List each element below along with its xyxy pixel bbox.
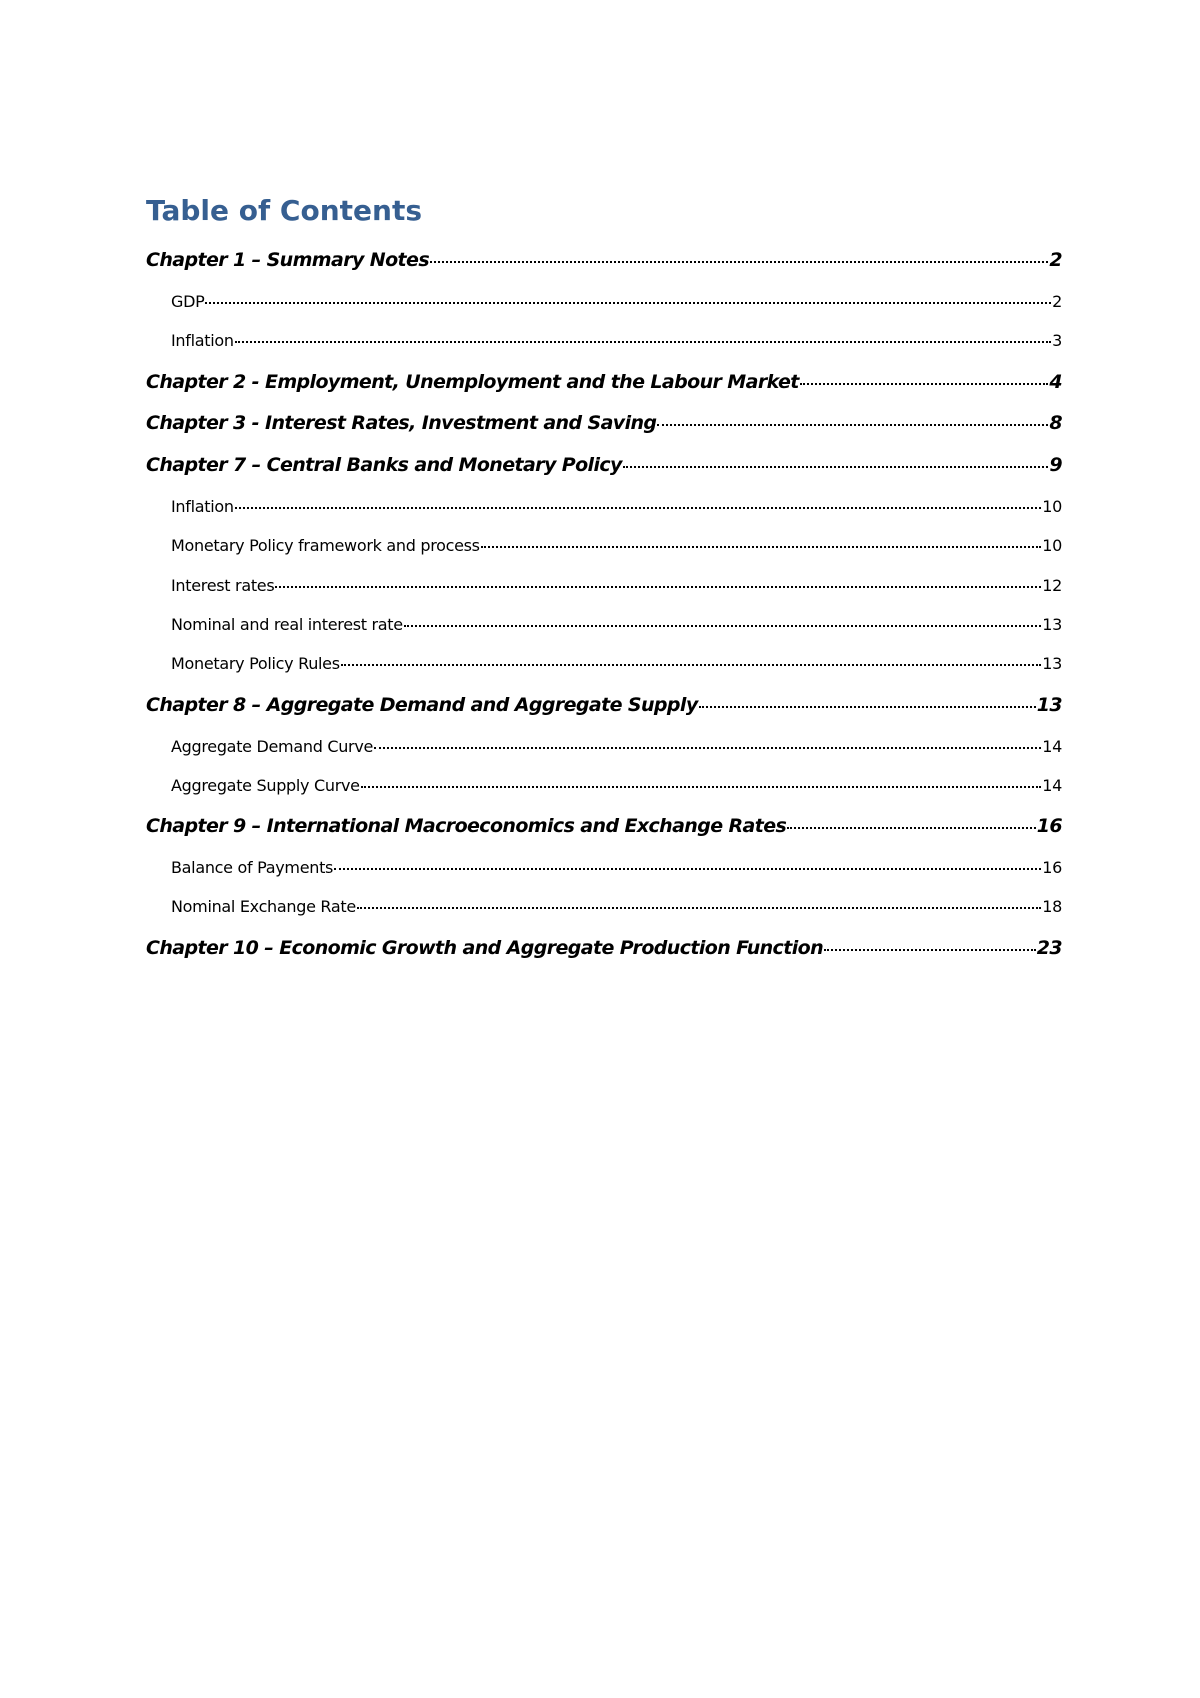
toc-entry-monetary-policy-framework[interactable] bbox=[171, 533, 1062, 559]
toc-entry-inflation[interactable] bbox=[171, 494, 1062, 520]
toc-entry-nominal-real-interest-rate[interactable] bbox=[171, 612, 1062, 638]
toc-entry-aggregate-supply-curve[interactable] bbox=[171, 773, 1062, 799]
toc-entry-text: Chapter 8 – Aggregate Demand and Aggregate Supply bbox=[146, 694, 698, 716]
toc-entry-text: Chapter 9 – International Macroeconomics and Exchange Rates bbox=[146, 815, 787, 837]
dot-leader bbox=[341, 651, 1041, 666]
dot-leader bbox=[235, 328, 1051, 343]
toc-entry-page: 13 bbox=[1036, 694, 1062, 716]
toc-heading: Table of Contents bbox=[146, 194, 423, 227]
dot-leader bbox=[657, 408, 1048, 426]
toc-entry-inflation[interactable] bbox=[171, 328, 1062, 354]
toc-entry-page: 8 bbox=[1049, 412, 1062, 434]
toc-entry-text: Chapter 3 - Interest Rates, Investment and Saving bbox=[146, 412, 657, 434]
toc-entry-text: Aggregate Demand Curve bbox=[171, 737, 374, 756]
toc-entry-gdp[interactable] bbox=[171, 289, 1062, 315]
toc-entry-chapter-2[interactable] bbox=[146, 367, 1062, 397]
toc-entry-page: 18 bbox=[1042, 897, 1062, 916]
dot-leader bbox=[800, 367, 1049, 385]
toc-entry-page: 23 bbox=[1036, 937, 1062, 959]
dot-leader bbox=[699, 690, 1036, 708]
dot-leader bbox=[404, 612, 1041, 627]
dot-leader bbox=[481, 533, 1042, 548]
toc-entry-page: 16 bbox=[1042, 858, 1062, 877]
dot-leader bbox=[357, 894, 1041, 909]
toc-entry-chapter-1[interactable] bbox=[146, 245, 1062, 275]
toc-entry-page: 13 bbox=[1042, 615, 1062, 634]
toc-list bbox=[146, 0, 1062, 1000]
toc-entry-page: 9 bbox=[1049, 454, 1062, 476]
toc-entry-monetary-policy-rules[interactable] bbox=[171, 651, 1062, 677]
dot-leader bbox=[623, 450, 1049, 468]
toc-entry-text: Chapter 10 – Economic Growth and Aggregate Production Function bbox=[146, 937, 823, 959]
toc-entry-text: Monetary Policy framework and process bbox=[171, 536, 480, 555]
dot-leader bbox=[205, 289, 1051, 304]
toc-entry-chapter-10[interactable] bbox=[146, 933, 1062, 963]
toc-entry-text: Inflation bbox=[171, 331, 234, 350]
toc-entry-interest-rates[interactable] bbox=[171, 573, 1062, 599]
toc-entry-page: 2 bbox=[1049, 249, 1062, 271]
dot-leader bbox=[430, 245, 1048, 263]
toc-entry-chapter-9[interactable] bbox=[146, 811, 1062, 841]
toc-entry-page: 3 bbox=[1052, 331, 1062, 350]
toc-entry-chapter-7[interactable] bbox=[146, 450, 1062, 480]
toc-entry-text: Chapter 2 - Employment, Unemployment and the Labour Market bbox=[146, 371, 799, 393]
dot-leader bbox=[235, 494, 1042, 509]
toc-entry-text: Balance of Payments bbox=[171, 858, 334, 877]
toc-entry-chapter-3[interactable] bbox=[146, 408, 1062, 438]
toc-entry-text: Nominal and real interest rate bbox=[171, 615, 403, 634]
toc-entry-text: Interest rates bbox=[171, 576, 275, 595]
toc-entry-page: 16 bbox=[1036, 815, 1062, 837]
toc-entry-aggregate-demand-curve[interactable] bbox=[171, 734, 1062, 760]
toc-entry-page: 14 bbox=[1042, 776, 1062, 795]
toc-entry-text: Monetary Policy Rules bbox=[171, 654, 340, 673]
toc-entry-balance-of-payments[interactable] bbox=[171, 855, 1062, 881]
toc-entry-page: 10 bbox=[1042, 536, 1062, 555]
dot-leader bbox=[334, 855, 1041, 870]
toc-entry-page: 2 bbox=[1052, 292, 1062, 311]
toc-entry-text: Inflation bbox=[171, 497, 234, 516]
dot-leader bbox=[374, 734, 1041, 749]
toc-entry-page: 13 bbox=[1042, 654, 1062, 673]
toc-entry-chapter-8[interactable] bbox=[146, 690, 1062, 720]
toc-entry-page: 10 bbox=[1042, 497, 1062, 516]
dot-leader bbox=[275, 573, 1041, 588]
toc-entry-text: Nominal Exchange Rate bbox=[171, 897, 356, 916]
toc-entry-nominal-exchange-rate[interactable] bbox=[171, 894, 1062, 920]
toc-entry-page: 4 bbox=[1049, 371, 1062, 393]
toc-entry-text: Aggregate Supply Curve bbox=[171, 776, 360, 795]
toc-entry-text: Chapter 1 – Summary Notes bbox=[146, 249, 430, 271]
dot-leader bbox=[361, 773, 1042, 788]
toc-entry-text: Chapter 7 – Central Banks and Monetary Policy bbox=[146, 454, 622, 476]
toc-entry-page: 14 bbox=[1042, 737, 1062, 756]
toc-entry-page: 12 bbox=[1042, 576, 1062, 595]
dot-leader bbox=[787, 811, 1035, 829]
dot-leader bbox=[824, 933, 1036, 951]
toc-entry-text: GDP bbox=[171, 292, 205, 311]
